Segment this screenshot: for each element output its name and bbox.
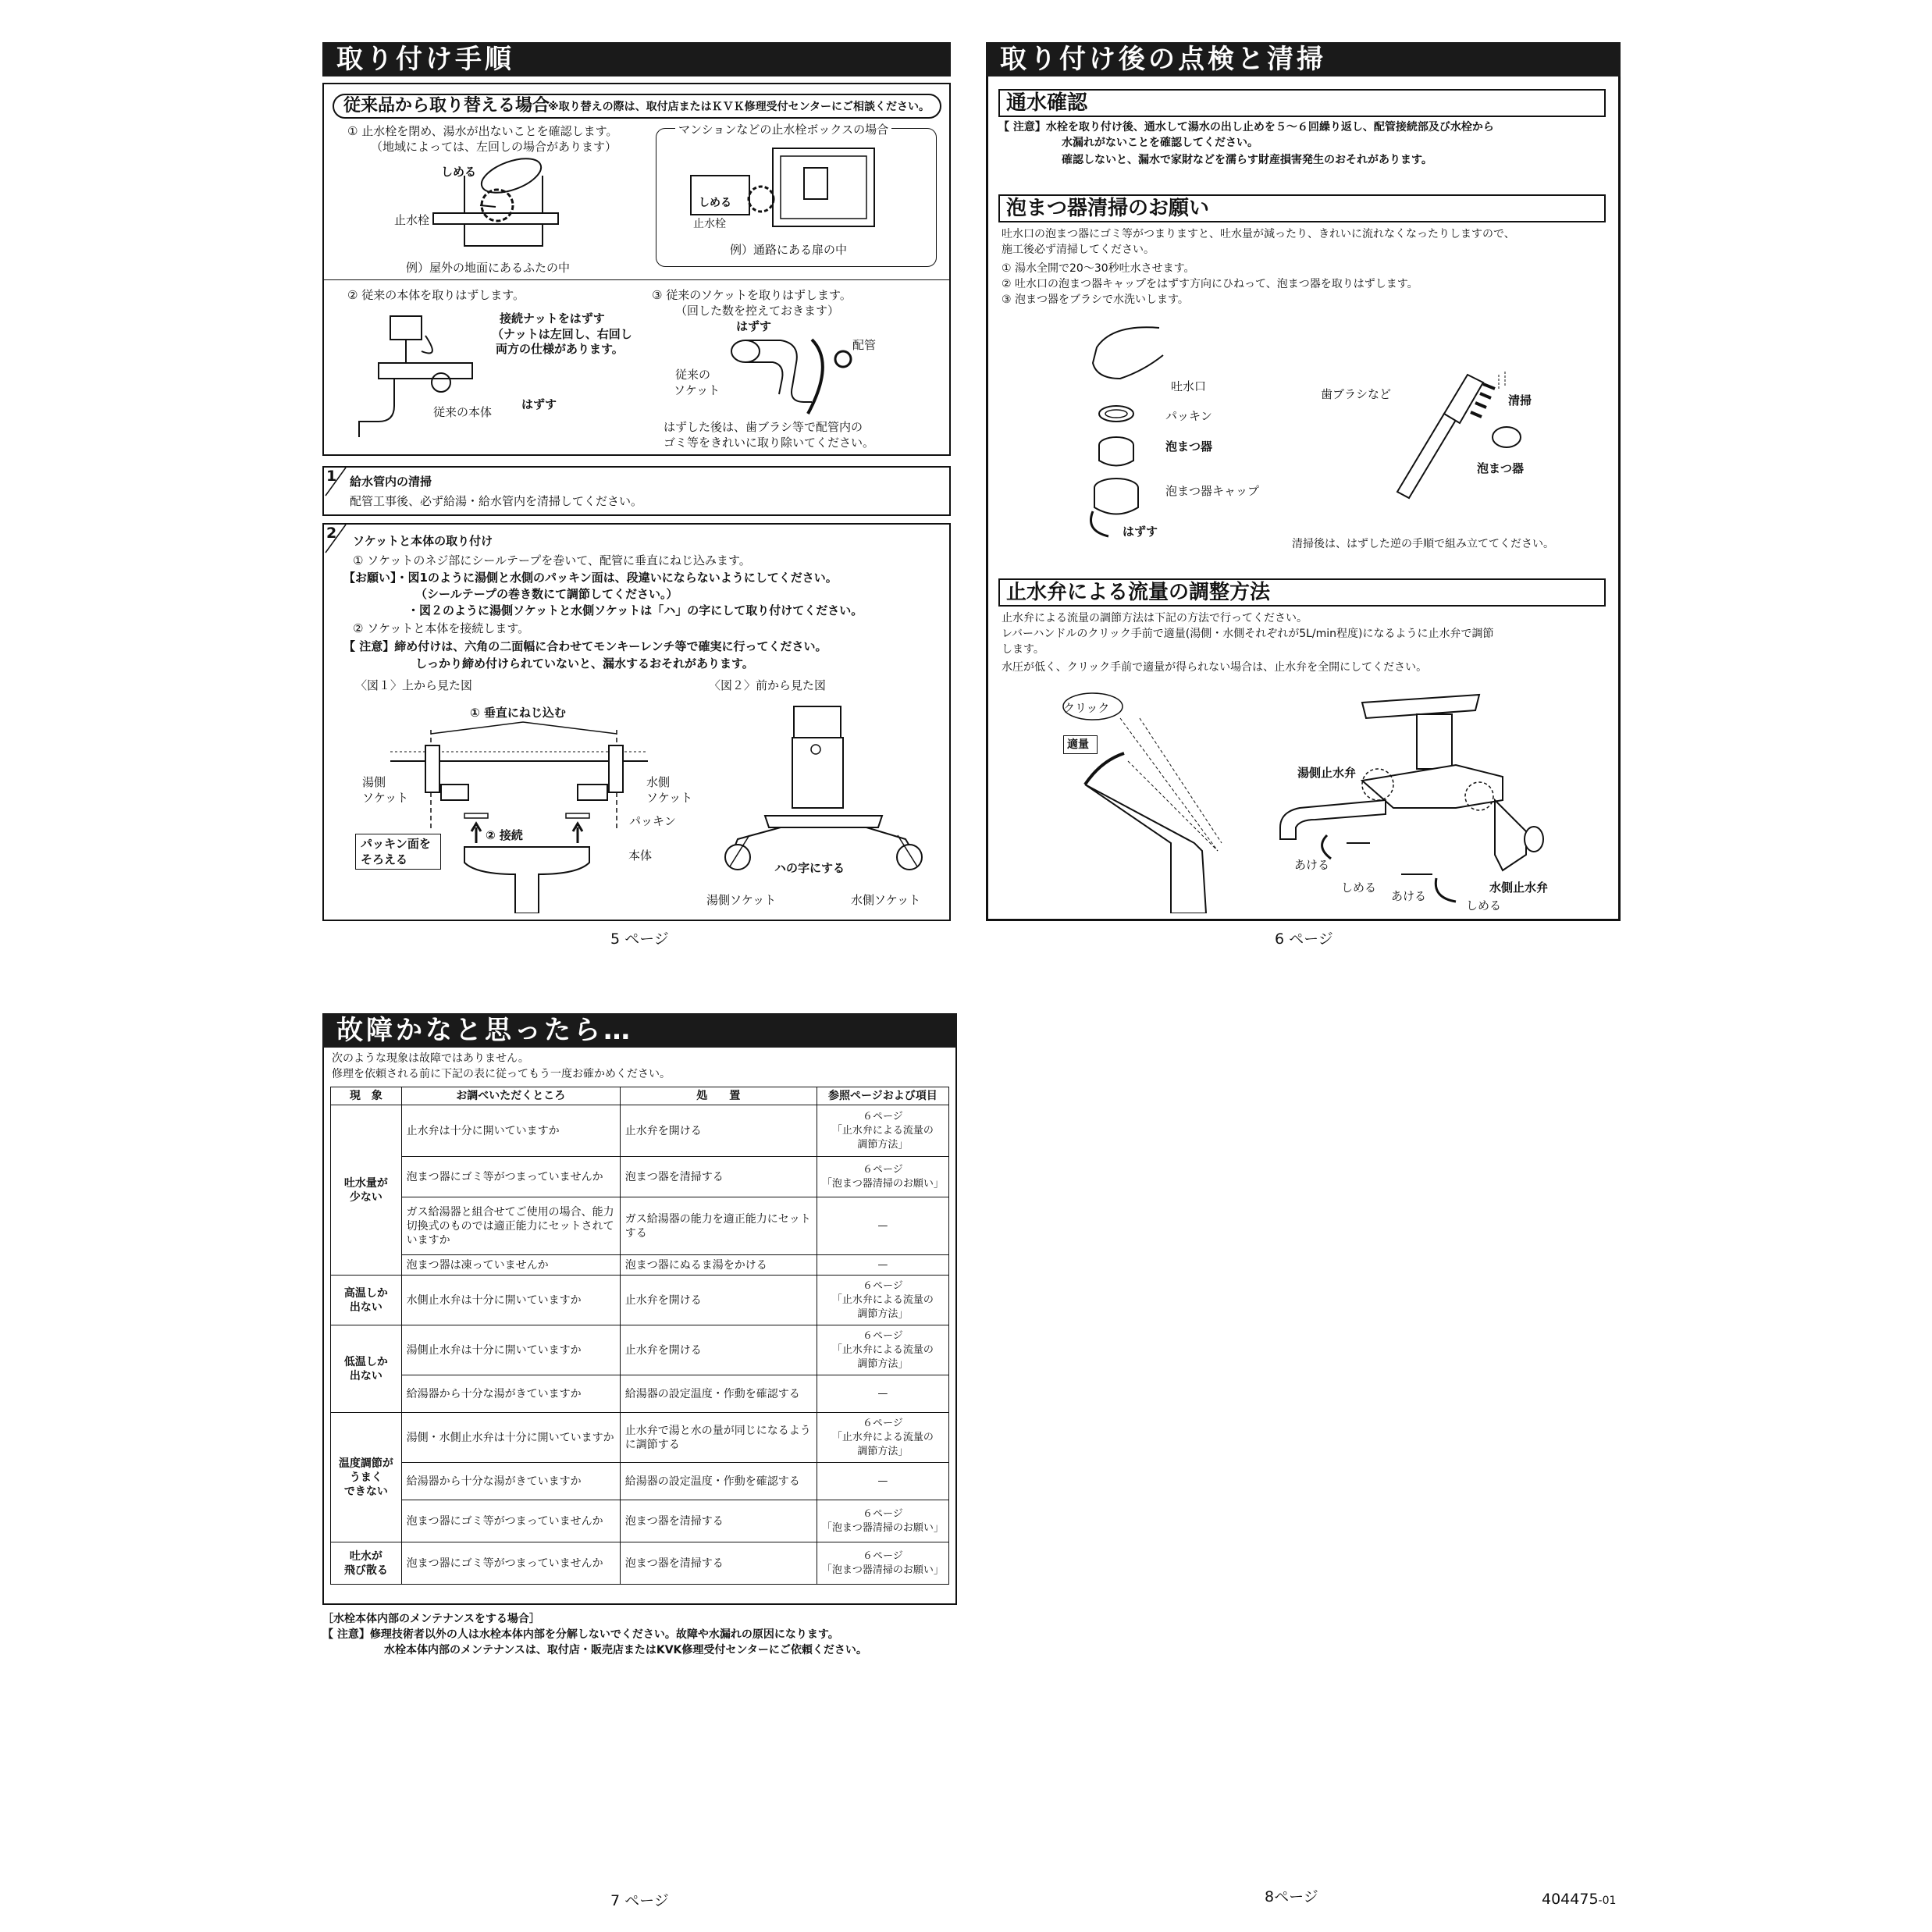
flow-l2: レバーハンドルのクリック手前で適量(湯側・水側それぞれが5L/min程度)になるように止水弁で調節 [1002,628,1494,640]
s2-l6: 【 注意】締め付けは、六角の二面幅に合わせてモンキーレンチ等で確実に行ってください。 [343,639,827,653]
tsusui-l1: 【 注意】水栓を取り付け後、通水して湯水の出し止めを５～６回繰り返し、配管接続部及び水栓から [998,121,1494,133]
hanoji-label: ハの字にする [774,861,845,875]
s2-l7: しっかり締め付けられていないと、漏水するおそれがあります。 [415,656,754,671]
check-cell: 湯側・水側止水弁は十分に開いていますか [401,1413,620,1463]
shisuisen2-label: 止水栓 [693,218,726,230]
click-label: クリック [1063,701,1110,715]
brush-label: 歯ブラシなど [1321,387,1392,401]
old-socket1: 従来の [675,368,711,382]
mizuside1: 水側 [646,775,671,789]
doc-code [1542,1891,1616,1908]
cap-label: 泡まつ器キャップ [1165,484,1260,498]
ref-cell: — [817,1463,948,1500]
s2-l4: ・図２のように湯側ソケットと水側ソケットは「ハ」の字にして取り付けてください。 [407,603,863,617]
packing-label: パッキン [629,814,676,828]
table-row [331,1276,949,1325]
check-cell: 湯側止水弁は十分に開いていますか [401,1325,620,1375]
lever-diagram [1054,687,1257,913]
check-cell: 給湯器から十分な湯がきていますか [401,1463,620,1500]
aerator-after: 清掃後は、はずした逆の手順で組み立ててください。 [1292,538,1554,550]
mizuside2: ソケット [646,791,693,805]
ref-cell: — [817,1197,948,1255]
symptom-cell: 温度調節が うまく できない [331,1413,402,1542]
ex2-label: 例）通路にある扉の中 [730,243,848,257]
page5-header: 取り付け手順 [322,42,951,76]
ref-cell: ６ページ 「止水弁による流量の 調節方法」 [817,1276,948,1325]
action-cell: ガス給湯器の能力を適正能力にセットする [620,1197,817,1255]
s2-num: 2 [326,525,337,542]
align2: そろえる [361,852,408,866]
table-row [331,1105,949,1157]
doc-code-main: 404475 [1542,1891,1599,1908]
ref-cell: ６ページ 「泡まつ器清掃のお願い」 [817,1542,948,1585]
ref-cell: — [817,1375,948,1413]
fig1-diagram [390,706,648,913]
table-row [331,1500,949,1542]
shimeru1-label: しめる [1341,881,1377,895]
yuvalve-label: 湯側止水弁 [1297,766,1357,780]
shimeru2-label: しめる [1466,898,1502,913]
table-row [331,1375,949,1413]
ref-cell: ６ページ 「泡まつ器清掃のお願い」 [817,1500,948,1542]
s2-l5: ② ソケットと本体を接続します。 [353,621,530,635]
table-row [331,1413,949,1463]
old-body-label: 従来の本体 [433,405,493,419]
doc-code-suffix: -01 [1598,1895,1617,1907]
old-socket2: ソケット [674,383,720,397]
col-check: お調べいただくところ [401,1087,620,1105]
s2-l2: 【お願い】・図1のように湯側と水側のパッキン面は、段違いにならないようにしてください。 [343,571,838,585]
s2-title: ソケットと本体の取り付け [353,534,493,548]
check-cell: ガス給湯器と組合せてご使用の場合、能力切換式のものでは適正能力にセットされていますか [401,1197,620,1255]
s1-title: 給水管内の清掃 [350,475,432,489]
check-cell: 泡まつ器にゴミ等がつまっていませんか [401,1500,620,1542]
s2-l3: （シールテープの巻き数にて調節してください。） [415,587,678,601]
connect-label: ② 接続 [486,828,523,842]
maint1: 【 注意】修理技術者以外の人は水栓本体内部を分解しないでください。故障や水漏れの原因になります。 [322,1628,839,1641]
step1: ① 止水栓を閉め、湯水が出ないことを確認します。 [347,124,618,138]
action-cell: 止水弁を開ける [620,1276,817,1325]
yusocket-label: 湯側ソケット [706,893,777,907]
symptom-cell: 高温しか 出ない [331,1276,402,1325]
action-cell: 止水弁を開ける [620,1105,817,1157]
s1-text: 配管工事後、必ず給湯・給水管内を清掃してください。 [350,494,643,508]
clean-label: 清掃 [1508,393,1532,407]
check-cell: 泡まつ器にゴミ等がつまっていませんか [401,1157,620,1197]
action-cell: 給湯器の設定温度・作動を確認する [620,1463,817,1500]
vertical-label: ① 垂直にねじ込む [470,706,566,720]
hazusu-label: はずす [521,397,557,411]
action-cell: 泡まつ器を清掃する [620,1157,817,1197]
page8-number: 8ページ [1265,1888,1318,1905]
action-cell: 止水弁で湯と水の量が同じになるように調節する [620,1413,817,1463]
table-row [331,1463,949,1500]
packing6-label: パッキン [1165,409,1212,423]
aerator-l4: ② 吐水口の泡まつ器キャップをはずす方向にひねって、泡まつ器を取りはずします。 [1002,278,1418,290]
page6-number: 6 ページ [1275,930,1333,948]
symptom-cell: 吐水が 飛び散る [331,1542,402,1585]
shimeru-label: しめる [441,165,477,179]
mizuvalve-label: 水側止水弁 [1489,881,1549,895]
ref-cell: ６ページ 「泡まつ器清掃のお願い」 [817,1157,948,1197]
action-cell: 止水弁を開ける [620,1325,817,1375]
ref-cell: ６ページ 「止水弁による流量の 調節方法」 [817,1105,948,1157]
haikan-label: 配管 [852,338,877,352]
aerator-exploded-diagram [1081,316,1167,543]
ref-cell: — [817,1255,948,1276]
nut1: 接続ナットをはずす [500,311,605,326]
page7-number: 7 ページ [610,1892,669,1909]
check-cell: 止水弁は十分に開いていますか [401,1105,620,1157]
action-cell: 給湯器の設定温度・作動を確認する [620,1375,817,1413]
action-cell: 泡まつ器を清掃する [620,1542,817,1585]
tsusui-title: 通水確認 [998,89,1606,117]
flow-l4: 水圧が低く、クリック手前で適量が得られない場合は、止水弁を全開にしてください。 [1002,661,1428,674]
aerator-title: 泡まつ器清掃のお願い [998,194,1606,222]
shisuisen-label: 止水栓 [394,213,430,227]
table-row [331,1255,949,1276]
after1: はずした後は、歯ブラシ等で配管内の [664,420,863,434]
aerator-l3: ① 湯水全開で20～30秒吐水させます。 [1002,262,1195,275]
check-cell: 泡まつ器は凍っていませんか [401,1255,620,1276]
yuside2: ソケット [362,791,409,805]
mizusocket-label: 水側ソケット [851,893,921,907]
align1: パッキン面を [361,837,431,851]
replace-note: ※取り替えの際は、取付店またはＫＶＫ修理受付センターにご相談ください。 [548,101,930,113]
check-cell: 給湯器から十分な湯がきていますか [401,1375,620,1413]
akeru2-label: あける [1391,889,1427,903]
akeru1-label: あける [1294,858,1330,872]
mansion-label: マンションなどの止水栓ボックスの場合 [675,122,891,137]
tekiryo-label: 適量 [1067,738,1089,751]
spout-label: 吐水口 [1171,379,1207,393]
ex1-label: 例）屋外の地面にあるふたの中 [406,261,571,275]
aerator-l5: ③ 泡まつ器をブラシで水洗いします。 [1002,294,1189,306]
check-cell: 泡まつ器にゴミ等がつまっていませんか [401,1542,620,1585]
page5-number: 5 ページ [610,930,669,948]
step3: ③ 従来のソケットを取りはずします。 [652,288,852,302]
aerator-l2: 施工後必ず清掃してください。 [1002,244,1155,256]
s2-l1: ① ソケットのネジ部にシールテープを巻いて、配管に垂直にねじ込みます。 [353,553,751,568]
maint2: 水栓本体内部のメンテナンスは、取付店・販売店またはKVK修理受付センターにご依頼ください。 [384,1644,867,1656]
page7-header: 故障かなと思ったら… [322,1013,957,1048]
flow-l3: します。 [1002,643,1044,656]
fig2-label: 〈図２〉前から見た図 [709,678,827,692]
flow-l1: 止水弁による流量の調節方法は下記の方法で行ってください。 [1002,612,1308,624]
body-label: 本体 [628,849,653,863]
page7-intro2: 修理を依頼される前に下記の表に従ってもう一度お確かめください。 [332,1068,671,1080]
col-ref: 参照ページおよび項目 [817,1087,948,1105]
symptom-cell: 低温しか 出ない [331,1325,402,1413]
s1-num: 1 [326,468,337,485]
replace-title: 従来品から取り替える場合 [343,96,550,116]
s1-slash [322,466,349,497]
yuside1: 湯側 [362,775,386,789]
table-row [331,1157,949,1197]
step1b: （地域によっては、左回しの場合があります） [371,140,617,154]
awa2-label: 泡まつ器 [1477,461,1525,475]
col-symptom: 現 象 [331,1087,402,1105]
step3b: （回した数を控えておきます） [675,304,840,318]
troubleshoot-table [330,1087,949,1585]
check-cell: 水側止水弁は十分に開いていますか [401,1276,620,1325]
brush-diagram [1382,367,1538,500]
nut2: （ナットは左回し、右回し [492,327,632,341]
tsusui-l3: 確認しないと、漏水で家財などを濡らす財産損害発生のおそれがあります。 [1062,154,1432,166]
nut3: 両方の仕様があります。 [496,342,624,356]
ref-cell: ６ページ 「止水弁による流量の 調節方法」 [817,1325,948,1375]
step2: ② 従来の本体を取りはずします。 [347,288,525,302]
maint-title: ［水栓本体内部のメンテナンスをする場合］ [322,1613,540,1625]
hazusu6-label: はずす [1123,525,1158,539]
shimeru2-label: しめる [699,197,731,209]
ref-cell: ６ページ 「止水弁による流量の 調節方法」 [817,1413,948,1463]
table-row [331,1197,949,1255]
aerator-l1: 吐水口の泡まつ器にゴミ等がつまりますと、吐水量が減ったり、きれいに流れなくなったりしますので、 [1002,228,1515,240]
s2-slash [322,523,349,554]
page6-header: 取り付け後の点検と清掃 [986,42,1621,76]
flow-title: 止水弁による流量の調整方法 [998,578,1606,607]
after2: ゴミ等をきれいに取り除いてください。 [664,436,875,450]
symptom-cell: 吐水量が 少ない [331,1105,402,1276]
hazusu2-label: はずす [736,319,772,333]
page7-intro1: 次のような現象は故障ではありません。 [332,1052,529,1065]
action-cell: 泡まつ器を清掃する [620,1500,817,1542]
table-header-row [331,1087,949,1105]
tsusui-l2: 水漏れがないことを確認してください。 [1062,137,1258,149]
action-cell: 泡まつ器にぬるま湯をかける [620,1255,817,1276]
col-action: 処 置 [620,1087,817,1105]
table-row [331,1542,949,1585]
fig1-label: 〈図１〉上から見た図 [355,678,473,692]
table-row [331,1325,949,1375]
replace-divider [322,279,951,280]
awa-label: 泡まつ器 [1165,439,1213,454]
